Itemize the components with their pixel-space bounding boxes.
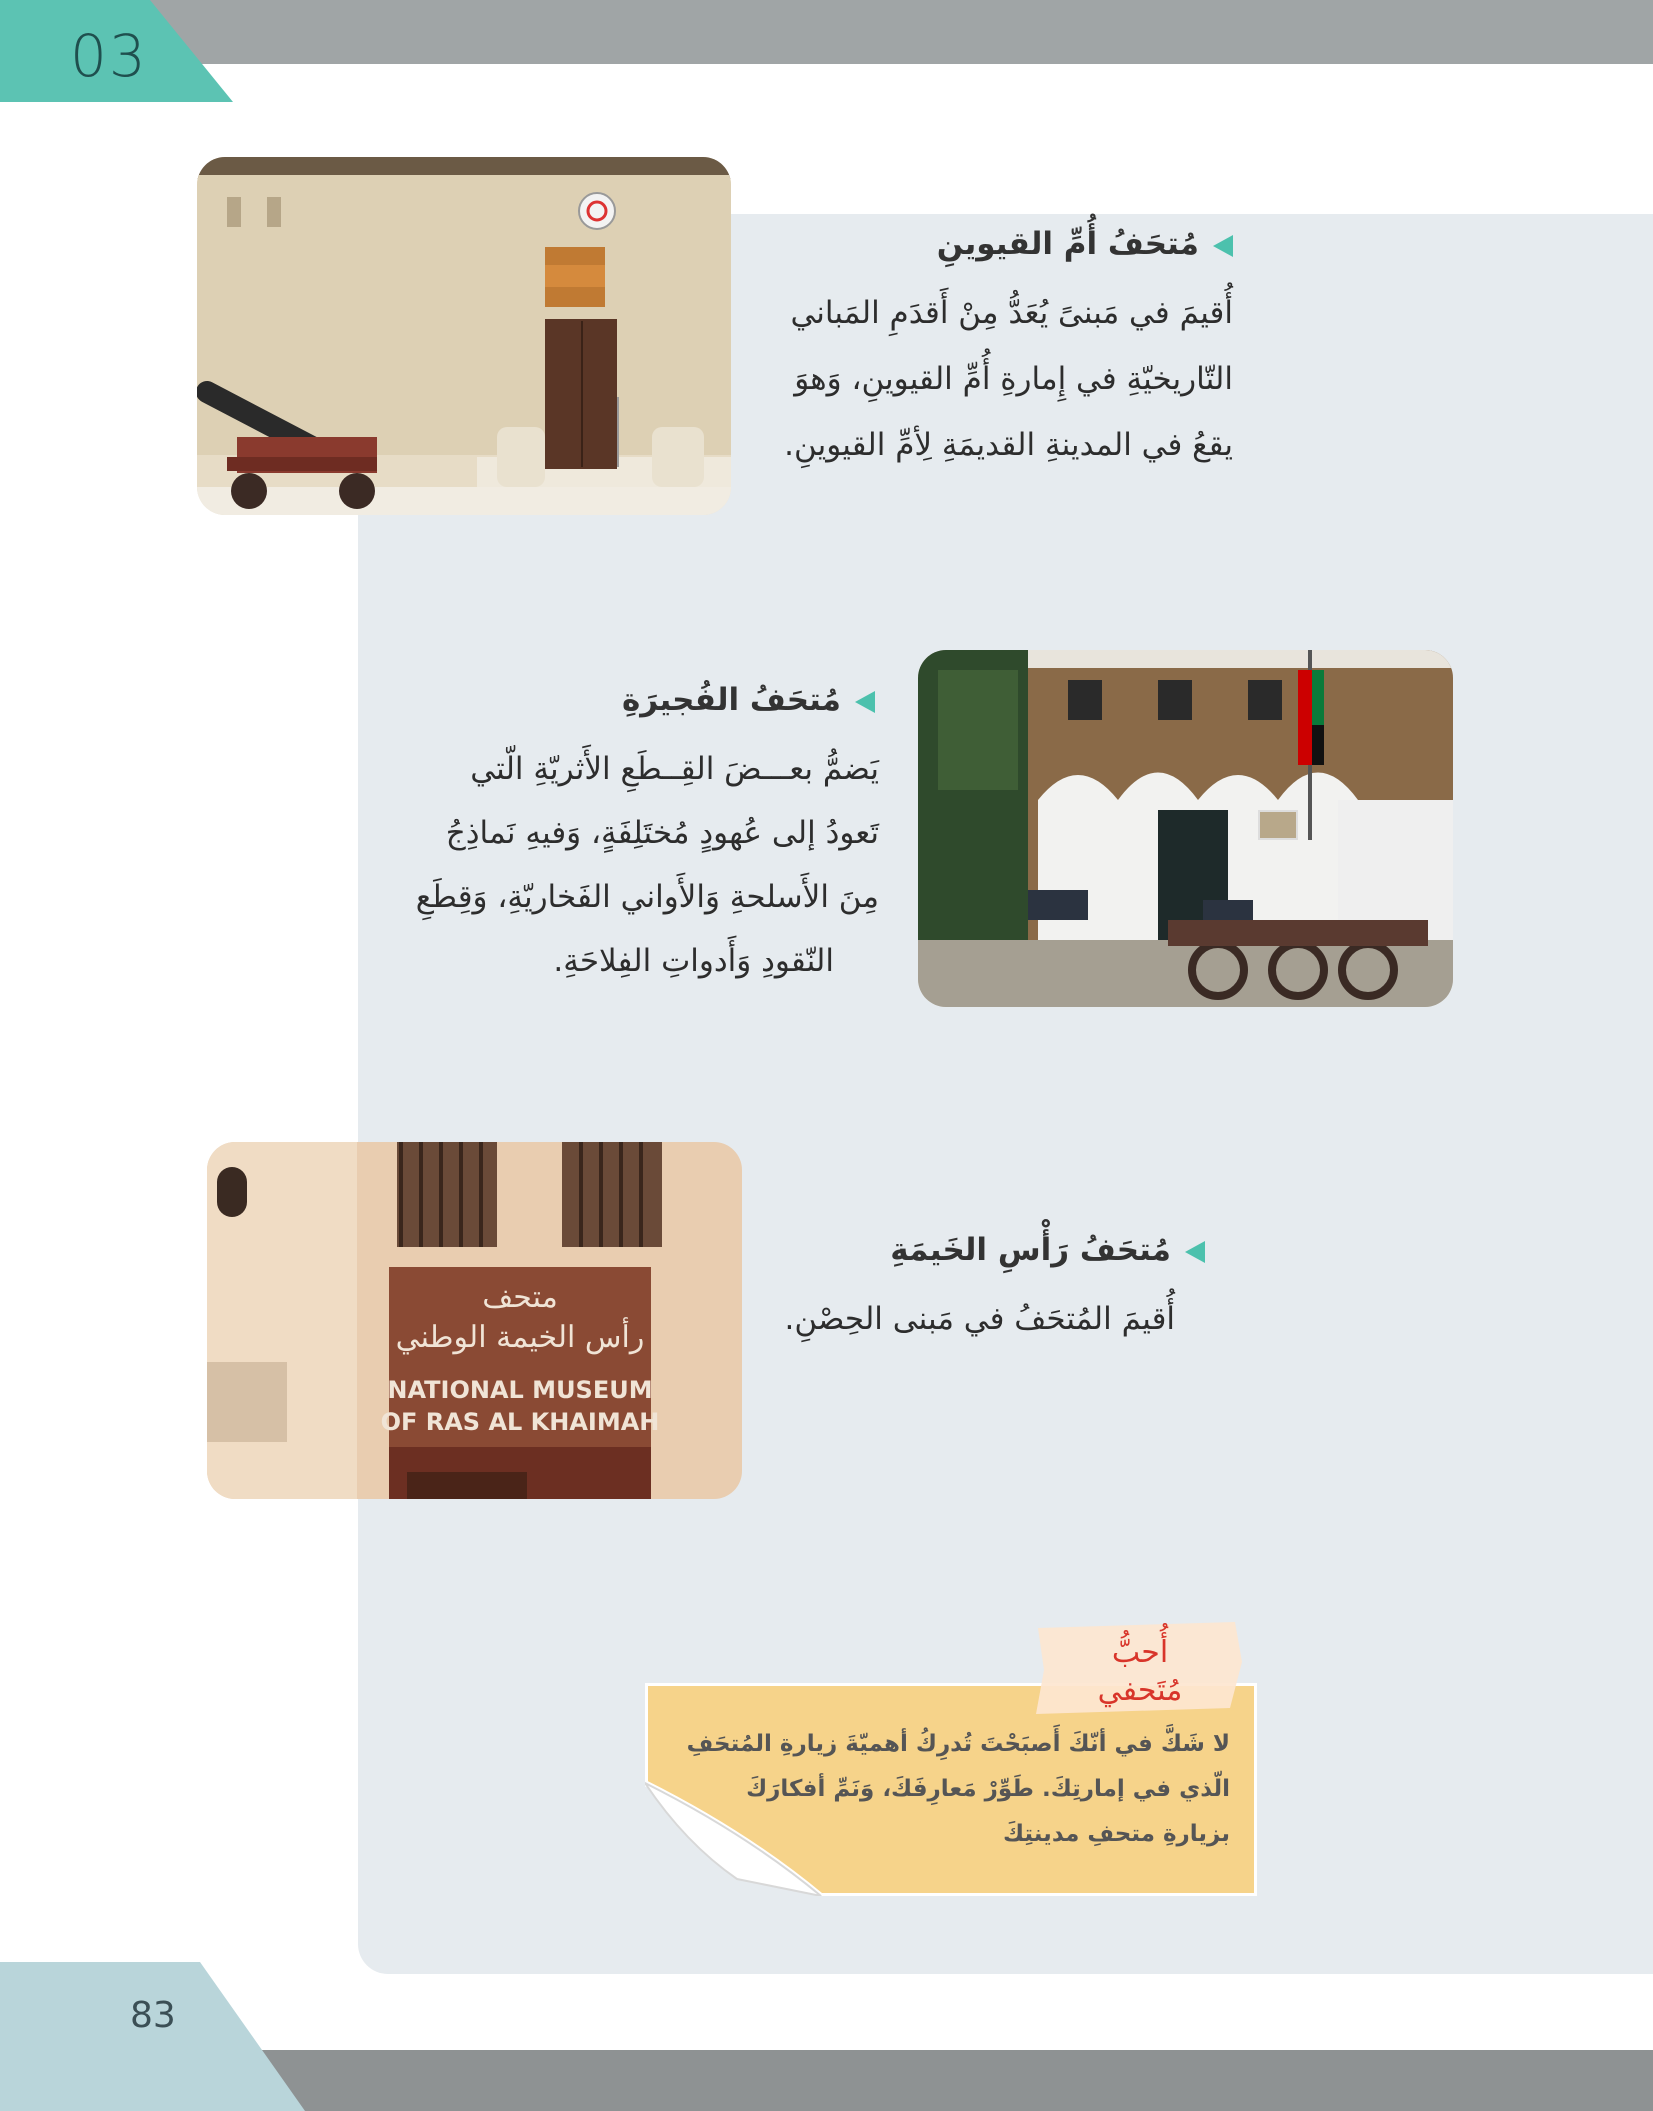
section-body-umm-al-quwain: أُقيمَ في مَبنىً يُعَدُّ مِنْ أَقدَمِ المَباني التّاريخيّةِ في إِمارةِ أُمِّ القيوينِ، وَهوَ يقعُ في المدينةِ القديمَةِ لِأمِّ القيوينِ. xyxy=(784,295,1233,463)
ras-al-khaimah-museum-photo xyxy=(207,1142,742,1499)
umm-al-quwain-museum-photo xyxy=(197,157,731,515)
ras-sign-english-1: NATIONAL MUSEUM xyxy=(387,1376,653,1404)
section-title-ras-al-khaimah: مُتحَفُ رَأْسِ الخَيمَةِ xyxy=(860,1232,1205,1268)
section-body-ras-al-khaimah: أُقيمَ المُتحَفُ في مَبنى الحِصْنِ. xyxy=(784,1301,1175,1337)
note-title-line2: مُتَحفي xyxy=(1097,1673,1183,1708)
note-text: لا شَكَّ في أنّكَ أَصبَحْتَ تُدرِكُ أهميّةَ زيارةِ المُتحَفِ الّذي في إمارتِكَ. طَوِّرْ مَعارِفَكَ، وَنَمِّ أفكارَكَ بزيارةِ متحفِ مدينتِكَ xyxy=(686,1731,1230,1847)
page-number-tab xyxy=(0,1962,320,2111)
section-marker-icon xyxy=(855,691,875,713)
section-title-umm-al-quwain: مُتحَفُ أُمِّ القيوينِ xyxy=(900,226,1233,262)
fujairah-museum-photo xyxy=(918,650,1453,1007)
section-title-fujairah: مُتحَفُ الفُجيرَةِ xyxy=(520,682,875,718)
ras-sign-arabic-1: متحف xyxy=(482,1280,558,1315)
section-marker-icon xyxy=(1213,235,1233,257)
note-title-tape xyxy=(1030,1622,1245,1714)
ras-al-khaimah-museum-image xyxy=(207,1142,742,1499)
note-title-line1: أُحبُّ xyxy=(1111,1635,1169,1670)
section-marker-icon xyxy=(1185,1241,1205,1263)
ras-sign-english-2: OF RAS AL KHAIMAH xyxy=(380,1408,660,1436)
page-number: 83 xyxy=(130,1995,176,2036)
section-body-fujairah: يَضمُّ بعـــضَ القِــطَعِ الأَثريّةِ الّتي تَعودُ إلى عُهودٍ مُختَلِفَةٍ، وَفيهِ نَماذِجُ مِنَ الأَسلحةِ وَالأَواني الفَخاريّةِ، وَقِطَعِ النّقودِ وَأَدواتِ الفِلاحَةِ. xyxy=(415,751,879,979)
fujairah-museum-image xyxy=(918,650,1453,1007)
header-bar xyxy=(0,0,1653,64)
umm-al-quwain-museum-image xyxy=(197,157,731,515)
chapter-number: 03 xyxy=(70,22,148,90)
ras-sign-arabic-2: رأس الخيمة الوطني xyxy=(395,1320,645,1355)
